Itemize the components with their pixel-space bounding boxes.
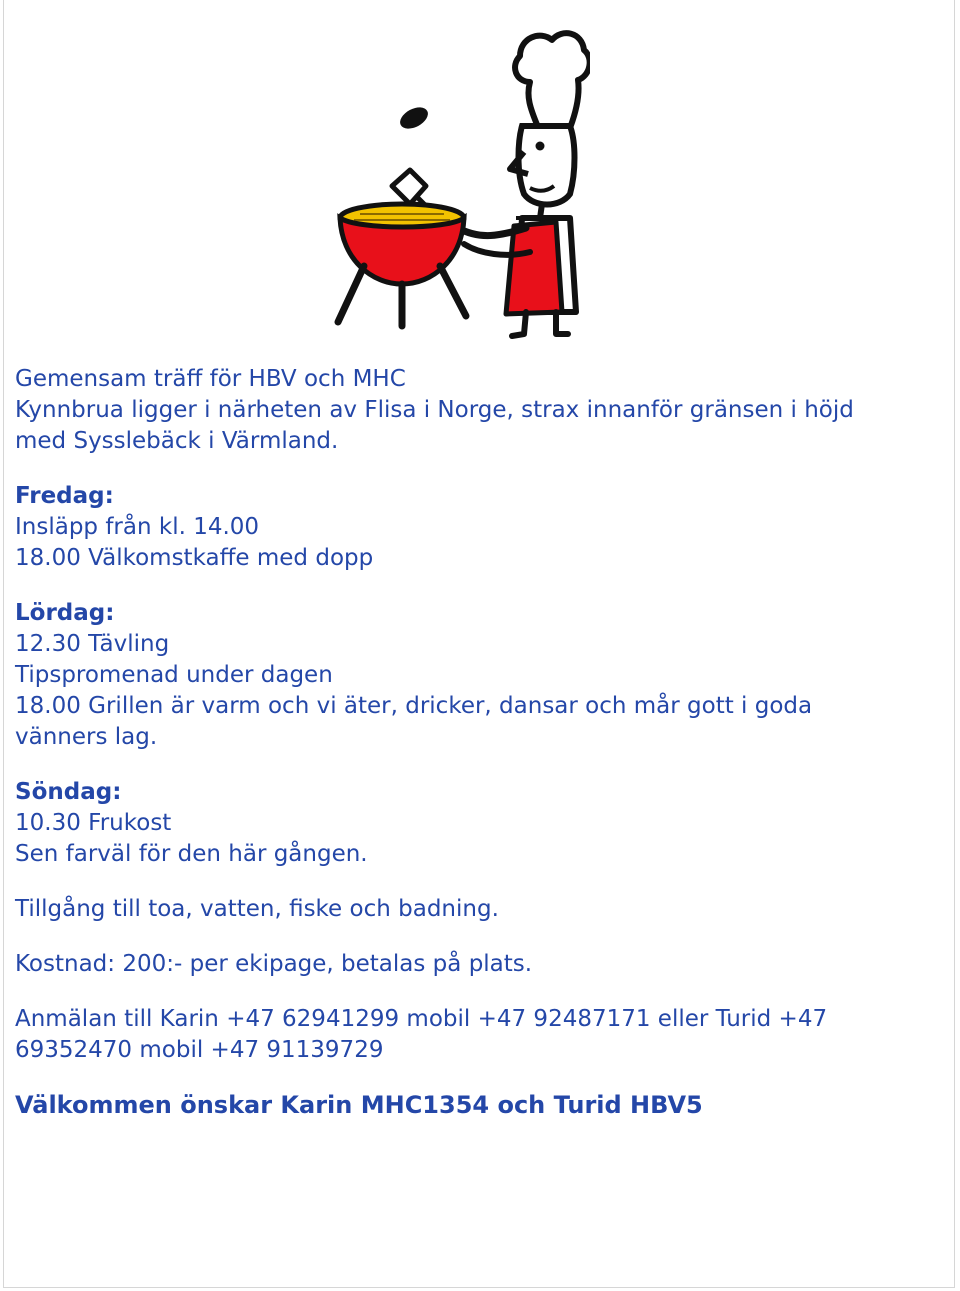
facilities-text: Tillgång till toa, vatten, fiske och badning. xyxy=(15,896,499,922)
friday-heading: Fredag: xyxy=(15,483,114,509)
saturday-item-1: 12.30 Tävling xyxy=(15,631,170,657)
intro-location-line-2: med Sysslebäck i Värmland. xyxy=(15,428,339,454)
cost-section xyxy=(15,949,935,980)
closing-greeting: Välkommen önskar Karin MHC1354 och Turid HBV5 xyxy=(15,1091,703,1119)
saturday-item-4: vänners lag. xyxy=(15,724,158,750)
intro-title: Gemensam träff för HBV och MHC xyxy=(15,366,406,392)
registration-line-2: 69352470 mobil +47 91139729 xyxy=(15,1037,384,1063)
intro-location-line-1: Kynnbrua ligger i närheten av Flisa i Norge, strax innanför gränsen i höjd xyxy=(15,397,854,423)
closing-section xyxy=(15,1090,935,1121)
cost-text: Kostnad: 200:- per ekipage, betalas på plats. xyxy=(15,951,533,977)
registration-section xyxy=(15,1004,935,1066)
friday-section xyxy=(15,481,935,574)
registration-line-1: Anmälan till Karin +47 62941299 mobil +47 92487171 eller Turid +47 xyxy=(15,1006,828,1032)
friday-item-2: 18.00 Välkomstkaffe med dopp xyxy=(15,545,374,571)
saturday-item-3: 18.00 Grillen är varm och vi äter, dricker, dansar och mår gott i goda xyxy=(15,693,813,719)
sunday-item-1: 10.30 Frukost xyxy=(15,810,172,836)
sunday-item-2: Sen farväl för den här gången. xyxy=(15,841,368,867)
intro-section xyxy=(15,364,935,457)
saturday-item-2: Tipspromenad under dagen xyxy=(15,662,333,688)
sunday-heading: Söndag: xyxy=(15,779,122,805)
bbq-chef-icon xyxy=(330,22,590,340)
event-invitation xyxy=(15,364,935,1145)
facilities-section xyxy=(15,894,935,925)
saturday-heading: Lördag: xyxy=(15,600,115,626)
sunday-section xyxy=(15,777,935,870)
friday-item-1: Insläpp från kl. 14.00 xyxy=(15,514,260,540)
saturday-section xyxy=(15,598,935,753)
